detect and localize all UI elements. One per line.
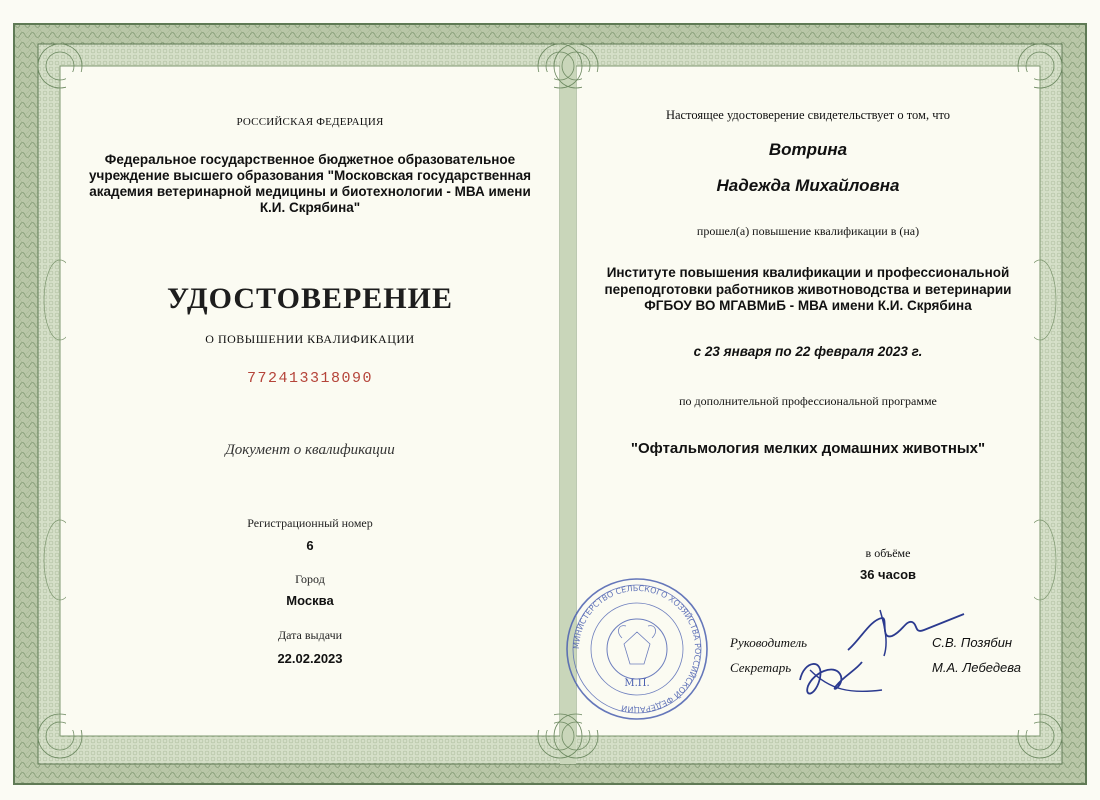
holder-given-names: Надежда Михайловна (716, 176, 900, 195)
institution-name: Институте повышения квалификации и профессиональной переподготовки работников животноводства и ветеринарии ФГБОУ ВО МГАВМиБ - МВА имени К.И. Скрябина (604, 265, 1012, 313)
city-value: Москва (286, 593, 334, 608)
seal-center-label: М.П. (624, 678, 650, 689)
intro-text: Настоящее удостоверение свидетельствует о том, что (665, 108, 951, 122)
official-seal (562, 574, 712, 724)
left-page (66, 72, 554, 730)
training-period: с 23 января по 22 февраля 2023 г. (693, 344, 923, 359)
volume-value: 36 часов (859, 567, 916, 582)
program-title: "Офтальмология мелких домашних животных" (630, 440, 986, 457)
document-title: УДОСТОВЕРЕНИЕ (167, 282, 453, 315)
secretary-signature (790, 650, 900, 705)
head-name: С.В. Позябин (932, 635, 1013, 650)
volume-label: в объёме (865, 546, 911, 560)
holder-surname: Вотрина (768, 140, 848, 159)
program-label: по дополнительной профессиональной программе (679, 394, 937, 408)
secretary-name: М.А. Лебедева (932, 660, 1022, 675)
registration-number: 6 (306, 538, 314, 553)
head-label: Руководитель (730, 635, 808, 650)
seal-text: МИНИСТЕРСТВО СЕЛЬСКОГО ХОЗЯЙСТВА РОССИЙСКОЙ ФЕДЕРАЦИИ (571, 583, 703, 715)
issue-date: 22.02.2023 (277, 651, 343, 666)
organization-name: Федеральное государственное бюджетное образовательное учреждение высшего образования "Московская государственная академия ветеринарной медицины и биотехнологии - МВА имени К.И. Скрябина" (88, 152, 532, 215)
issue-date-label: Дата выдачи (277, 628, 343, 642)
registration-label: Регистрационный номер (247, 516, 373, 530)
document-number: 772413318090 (246, 370, 374, 387)
city-label: Город (295, 572, 325, 586)
country-label: РОССИЙСКАЯ ФЕДЕРАЦИЯ (236, 116, 384, 128)
passed-text: прошел(а) повышение квалификации в (на) (696, 224, 920, 238)
document-kind: Документ о квалификации (225, 442, 395, 458)
document-subtitle: О ПОВЫШЕНИИ КВАЛИФИКАЦИИ (205, 332, 415, 346)
secretary-label: Секретарь (730, 660, 792, 675)
